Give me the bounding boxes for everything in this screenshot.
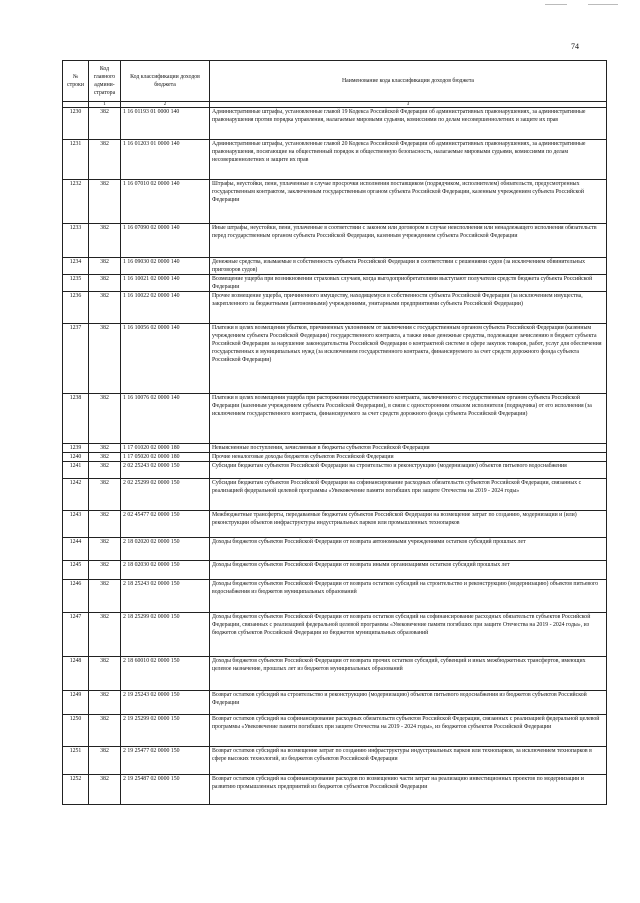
classification-code: 1 16 10022 02 0000 140 bbox=[121, 292, 210, 324]
table-row bbox=[63, 292, 607, 324]
table-row bbox=[63, 775, 607, 805]
revenue-name: Денежные средства, изымаемые в собственность субъекта Российской Федерации в соответствии с решениями судов (за исключением обвинительных приговоров судов) bbox=[210, 258, 607, 275]
admin-code: 382 bbox=[89, 108, 121, 140]
classification-code: 2 18 25299 02 0000 150 bbox=[121, 613, 210, 657]
table-row bbox=[63, 747, 607, 775]
row-number: 1236 bbox=[63, 292, 89, 324]
classification-code: 2 18 25243 02 0000 150 bbox=[121, 580, 210, 613]
row-number: 1235 bbox=[63, 275, 89, 292]
table-row bbox=[63, 479, 607, 511]
classification-code: 2 02 25243 02 0000 150 bbox=[121, 462, 210, 479]
admin-code: 382 bbox=[89, 140, 121, 180]
classification-code: 1 16 10056 02 0000 140 bbox=[121, 324, 210, 394]
row-number: 1231 bbox=[63, 140, 89, 180]
row-number: 1245 bbox=[63, 561, 89, 580]
row-number: 1238 bbox=[63, 394, 89, 444]
table-row bbox=[63, 224, 607, 258]
table-row bbox=[63, 538, 607, 561]
column-number: 1 bbox=[89, 102, 121, 108]
revenue-name: Платежи в целях возмещения убытков, причиненных уклонением от заключения с государственным органом субъекта Российской Федерации (казенным учреждением субъекта Российской Федерации) государственного контракта, а также иные денежные средства, подлежащие зачислению в бюджет субъекта Российской Федерации за нарушение законодательства Российской Федерации о контрактной системе в сфере закупок товаров, работ, услуг для обеспечения государственных и муниципальных нужд (за исключением государственного контракта, финансируемого за счет средств дорожного фонда субъекта Российской Федерации) bbox=[210, 324, 607, 394]
revenue-name: Платежи в целях возмещения ущерба при расторжении государственного контракта, заключенного с государственным органом субъекта Российской Федерации (казенным учреждением субъекта Российской Федерации), в связи с односторонним отказом исполнителя (подрядчика) от его исполнения (за исключением государственного контракта, финансируемого за счет средств дорожного фонда субъекта Российской Федерации) bbox=[210, 394, 607, 444]
revenue-name: Субсидии бюджетам субъектов Российской Федерации на софинансирование расходных обязательств субъектов Российской Федерации, связанных с реализацией федеральной целевой программы «Увековечение памяти погибших при защите Отечества на 2019 - 2024 годы» bbox=[210, 479, 607, 511]
classification-code: 2 02 25299 02 0000 150 bbox=[121, 479, 210, 511]
admin-code: 382 bbox=[89, 561, 121, 580]
revenue-name: Возврат остатков субсидий на софинансирование расходных обязательств субъектов Российской Федерации, связанных с реализацией федеральной целевой программы «Увековечение памяти погибших при защите Отечества на 2019 - 2024 годы», из бюджетов субъектов Российской Федерации bbox=[210, 715, 607, 747]
admin-code: 382 bbox=[89, 180, 121, 224]
row-number: 1237 bbox=[63, 324, 89, 394]
table-row bbox=[63, 394, 607, 444]
revenue-name: Доходы бюджетов субъектов Российской Федерации от возврата автономными учреждениями остатков субсидий прошлых лет bbox=[210, 538, 607, 561]
table-row bbox=[63, 180, 607, 224]
table-row bbox=[63, 108, 607, 140]
admin-code: 382 bbox=[89, 691, 121, 715]
revenue-name: Прочие неналоговые доходы бюджетов субъектов Российской Федерации bbox=[210, 453, 607, 462]
classification-code: 1 17 01020 02 0000 180 bbox=[121, 444, 210, 453]
admin-code: 382 bbox=[89, 580, 121, 613]
header-row-number: № строки bbox=[63, 61, 89, 102]
table-row bbox=[63, 444, 607, 453]
row-number: 1246 bbox=[63, 580, 89, 613]
row-number: 1249 bbox=[63, 691, 89, 715]
row-number: 1241 bbox=[63, 462, 89, 479]
table-row bbox=[63, 511, 607, 538]
classification-code: 1 16 10021 02 0000 140 bbox=[121, 275, 210, 292]
classification-code: 1 16 01193 01 0000 140 bbox=[121, 108, 210, 140]
classification-code: 1 17 05020 02 0000 180 bbox=[121, 453, 210, 462]
admin-code: 382 bbox=[89, 479, 121, 511]
table-row bbox=[63, 613, 607, 657]
classification-code: 2 18 02030 02 0000 150 bbox=[121, 561, 210, 580]
row-number: 1242 bbox=[63, 479, 89, 511]
table-row bbox=[63, 715, 607, 747]
revenue-name: Административные штрафы, установленные главой 20 Кодекса Российской Федерации об административных правонарушениях, за административные правонарушения, посягающие на общественный порядок и общественную безопасность, налагаемые мировыми судьями, комиссиями по делам несовершеннолетних и защите их прав bbox=[210, 140, 607, 180]
classification-code: 2 19 25477 02 0000 150 bbox=[121, 747, 210, 775]
revenue-name: Субсидии бюджетам субъектов Российской Федерации на строительство и реконструкцию (модернизацию) объектов питьевого водоснабжения bbox=[210, 462, 607, 479]
table-row bbox=[63, 324, 607, 394]
revenue-name: Возмещение ущерба при возникновении страховых случаев, когда выгодоприобретателями выступают получатели средств бюджета субъекта Российской Федерации bbox=[210, 275, 607, 292]
classification-code: 1 16 07010 02 0000 140 bbox=[121, 180, 210, 224]
scan-mark bbox=[545, 4, 567, 5]
table-row bbox=[63, 275, 607, 292]
admin-code: 382 bbox=[89, 613, 121, 657]
row-number: 1232 bbox=[63, 180, 89, 224]
table-row bbox=[63, 691, 607, 715]
admin-code: 382 bbox=[89, 453, 121, 462]
revenue-name: Штрафы, неустойки, пени, уплаченные в случае просрочки исполнения поставщиком (подрядчиком, исполнителем) обязательств, предусмотренных государственным контрактом, заключенным государственным органом субъекта Российской Федерации, казенным учреждением субъекта Российской Федерации bbox=[210, 180, 607, 224]
revenue-name: Возврат остатков субсидий на возмещение затрат по созданию инфраструктуры индустриальных парков или технопарков, за исключением технопарков в сфере высоких технологий, из бюджетов субъектов Российской Федерации bbox=[210, 747, 607, 775]
admin-code: 382 bbox=[89, 462, 121, 479]
classification-code: 2 19 25243 02 0000 150 bbox=[121, 691, 210, 715]
scan-mark bbox=[588, 4, 618, 5]
revenue-name: Доходы бюджетов субъектов Российской Федерации от возврата остатков субсидий на софинансирование расходных обязательств субъектов Российской Федерации, связанных с реализацией федеральной целевой программы «Увековечение памяти погибших при защите Отечества на 2019 - 2024 годы», из бюджетов субъектов Российской Федерации из бюджетов муниципальных образований bbox=[210, 613, 607, 657]
revenue-name: Невыясненные поступления, зачисляемые в бюджеты субъектов Российской Федерации bbox=[210, 444, 607, 453]
page-number: 74 bbox=[571, 42, 579, 51]
admin-code: 382 bbox=[89, 747, 121, 775]
classification-code: 2 02 45477 02 0000 150 bbox=[121, 511, 210, 538]
header-admin-code: Код главного админи-стратора bbox=[89, 61, 121, 102]
classification-code: 2 18 60010 02 0000 150 bbox=[121, 657, 210, 691]
admin-code: 382 bbox=[89, 657, 121, 691]
column-number: 2 bbox=[121, 102, 210, 108]
header-name: Наименование кода классификации доходов бюджета bbox=[210, 61, 607, 102]
table-row bbox=[63, 258, 607, 275]
table-header-row bbox=[63, 61, 607, 102]
column-number: 3 bbox=[210, 102, 607, 108]
table-row bbox=[63, 657, 607, 691]
table-row bbox=[63, 462, 607, 479]
row-number: 1234 bbox=[63, 258, 89, 275]
classification-code: 2 18 02020 02 0000 150 bbox=[121, 538, 210, 561]
row-number: 1233 bbox=[63, 224, 89, 258]
header-classification-code: Код классификации доходов бюджета bbox=[121, 61, 210, 102]
row-number: 1230 bbox=[63, 108, 89, 140]
classification-code: 1 16 01203 01 0000 140 bbox=[121, 140, 210, 180]
table-row bbox=[63, 561, 607, 580]
admin-code: 382 bbox=[89, 538, 121, 561]
admin-code: 382 bbox=[89, 394, 121, 444]
revenue-name: Административные штрафы, установленные главой 19 Кодекса Российской Федерации об административных правонарушениях, за административные правонарушения против порядка управления, налагаемые мировыми судьями, комиссиями по делам несовершеннолетних и защите их прав bbox=[210, 108, 607, 140]
admin-code: 382 bbox=[89, 511, 121, 538]
row-number: 1239 bbox=[63, 444, 89, 453]
revenue-name: Доходы бюджетов субъектов Российской Федерации от возврата остатков субсидий на строительство и реконструкцию (модернизацию) объектов питьевого водоснабжения из бюджетов муниципальных образований bbox=[210, 580, 607, 613]
admin-code: 382 bbox=[89, 775, 121, 805]
row-number: 1247 bbox=[63, 613, 89, 657]
admin-code: 382 bbox=[89, 258, 121, 275]
revenue-classification-table bbox=[62, 60, 607, 805]
row-number: 1243 bbox=[63, 511, 89, 538]
table-row bbox=[63, 580, 607, 613]
revenue-name: Возврат остатков субсидий на строительство и реконструкцию (модернизацию) объектов питьевого водоснабжения из бюджетов субъектов Российской Федерации bbox=[210, 691, 607, 715]
classification-code: 2 19 25487 02 0000 150 bbox=[121, 775, 210, 805]
revenue-name: Межбюджетные трансферты, передаваемые бюджетам субъектов Российской Федерации на возмещение затрат по созданию, модернизации и (или) реконструкции объектов инфраструктуры индустриальных парков или промышленных технопарков bbox=[210, 511, 607, 538]
classification-code: 2 19 25299 02 0000 150 bbox=[121, 715, 210, 747]
row-number: 1251 bbox=[63, 747, 89, 775]
table-row bbox=[63, 140, 607, 180]
revenue-name: Возврат остатков субсидий на софинансирование расходов по возмещению части затрат на реализацию инвестиционных проектов по модернизации и развитию промышленных предприятий из бюджетов субъектов Российской Федерации bbox=[210, 775, 607, 805]
admin-code: 382 bbox=[89, 444, 121, 453]
row-number: 1250 bbox=[63, 715, 89, 747]
admin-code: 382 bbox=[89, 715, 121, 747]
revenue-name: Доходы бюджетов субъектов Российской Федерации от возврата иными организациями остатков субсидий прошлых лет bbox=[210, 561, 607, 580]
table-row bbox=[63, 453, 607, 462]
admin-code: 382 bbox=[89, 292, 121, 324]
row-number: 1244 bbox=[63, 538, 89, 561]
revenue-name: Доходы бюджетов субъектов Российской Федерации от возврата прочих остатков субсидий, субвенций и иных межбюджетных трансфертов, имеющих целевое назначение, прошлых лет из бюджетов муниципальных образований bbox=[210, 657, 607, 691]
row-number: 1248 bbox=[63, 657, 89, 691]
admin-code: 382 bbox=[89, 324, 121, 394]
admin-code: 382 bbox=[89, 224, 121, 258]
classification-code: 1 16 10076 02 0000 140 bbox=[121, 394, 210, 444]
admin-code: 382 bbox=[89, 275, 121, 292]
classification-code: 1 16 07090 02 0000 140 bbox=[121, 224, 210, 258]
row-number: 1252 bbox=[63, 775, 89, 805]
row-number: 1240 bbox=[63, 453, 89, 462]
revenue-name: Иные штрафы, неустойки, пени, уплаченные в соответствии с законом или договором в случае неисполнения или ненадлежащего исполнения обязательств перед государственным органом субъекта Российской Федерации, казенным учреждением субъекта Российской Федерации bbox=[210, 224, 607, 258]
classification-code: 1 16 09030 02 0000 140 bbox=[121, 258, 210, 275]
revenue-name: Прочее возмещение ущерба, причиненного имуществу, находящемуся в собственности субъекта Российской Федерации (за исключением имущества, закрепленного за бюджетными (автономными) учреждениями, унитарными предприятиями субъекта Российской Федерации) bbox=[210, 292, 607, 324]
